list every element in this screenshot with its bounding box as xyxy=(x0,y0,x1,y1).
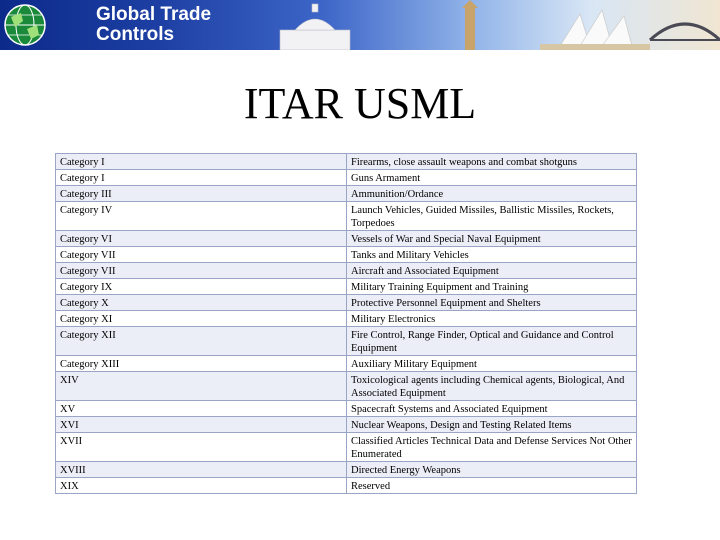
table-row xyxy=(56,462,637,478)
table-row xyxy=(56,186,637,202)
category-cell: XVI xyxy=(56,417,347,433)
category-cell: Category X xyxy=(56,295,347,311)
table-row xyxy=(56,279,637,295)
table-row xyxy=(56,263,637,279)
description-cell: Reserved xyxy=(347,478,637,494)
description-cell: Ammunition/Ordance xyxy=(347,186,637,202)
brand-line-1: Global Trade xyxy=(96,4,212,25)
description-cell: Classified Articles Technical Data and Defense Services Not Other Enumerated xyxy=(347,433,637,462)
category-cell: XIX xyxy=(56,478,347,494)
description-cell: Tanks and Military Vehicles xyxy=(347,247,637,263)
table-row xyxy=(56,202,637,231)
description-cell: Spacecraft Systems and Associated Equipment xyxy=(347,401,637,417)
table-row xyxy=(56,478,637,494)
table-row xyxy=(56,231,637,247)
description-cell: Guns Armament xyxy=(347,170,637,186)
table-row xyxy=(56,372,637,401)
category-cell: Category IV xyxy=(56,202,347,231)
table-row xyxy=(56,401,637,417)
description-cell: Military Electronics xyxy=(347,311,637,327)
brand-name xyxy=(96,5,211,45)
description-cell: Firearms, close assault weapons and combat shotguns xyxy=(347,154,637,170)
category-cell: Category I xyxy=(56,170,347,186)
description-cell: Aircraft and Associated Equipment xyxy=(347,263,637,279)
table-row xyxy=(56,295,637,311)
table-row xyxy=(56,417,637,433)
category-cell: Category XI xyxy=(56,311,347,327)
description-cell: Military Training Equipment and Training xyxy=(347,279,637,295)
category-cell: XVII xyxy=(56,433,347,462)
category-cell: Category VI xyxy=(56,231,347,247)
category-cell: Category VII xyxy=(56,263,347,279)
table-row xyxy=(56,433,637,462)
category-cell: Category XII xyxy=(56,327,347,356)
description-cell: Launch Vehicles, Guided Missiles, Ballistic Missiles, Rockets, Torpedoes xyxy=(347,202,637,231)
table-row xyxy=(56,170,637,186)
city-skyline-image xyxy=(240,0,720,50)
description-cell: Directed Energy Weapons xyxy=(347,462,637,478)
table-row xyxy=(56,154,637,170)
table-row xyxy=(56,327,637,356)
slide-title: ITAR USML xyxy=(243,79,477,128)
description-cell: Fire Control, Range Finder, Optical and Guidance and Control Equipment xyxy=(347,327,637,356)
table-row xyxy=(56,356,637,372)
category-cell: Category III xyxy=(56,186,347,202)
globe-logo-icon xyxy=(3,3,47,47)
category-cell: Category VII xyxy=(56,247,347,263)
table-row xyxy=(56,311,637,327)
category-cell: Category IX xyxy=(56,279,347,295)
category-cell: XVIII xyxy=(56,462,347,478)
description-cell: Protective Personnel Equipment and Shelters xyxy=(347,295,637,311)
category-cell: XIV xyxy=(56,372,347,401)
category-cell: XV xyxy=(56,401,347,417)
description-cell: Nuclear Weapons, Design and Testing Related Items xyxy=(347,417,637,433)
header-banner xyxy=(0,0,720,50)
description-cell: Vessels of War and Special Naval Equipment xyxy=(347,231,637,247)
brand-line-2: Controls xyxy=(96,24,175,45)
description-cell: Toxicological agents including Chemical agents, Biological, And Associated Equipment xyxy=(347,372,637,401)
usml-category-table xyxy=(55,153,637,494)
category-cell: Category XIII xyxy=(56,356,347,372)
description-cell: Auxiliary Military Equipment xyxy=(347,356,637,372)
table-row xyxy=(56,247,637,263)
category-cell: Category I xyxy=(56,154,347,170)
